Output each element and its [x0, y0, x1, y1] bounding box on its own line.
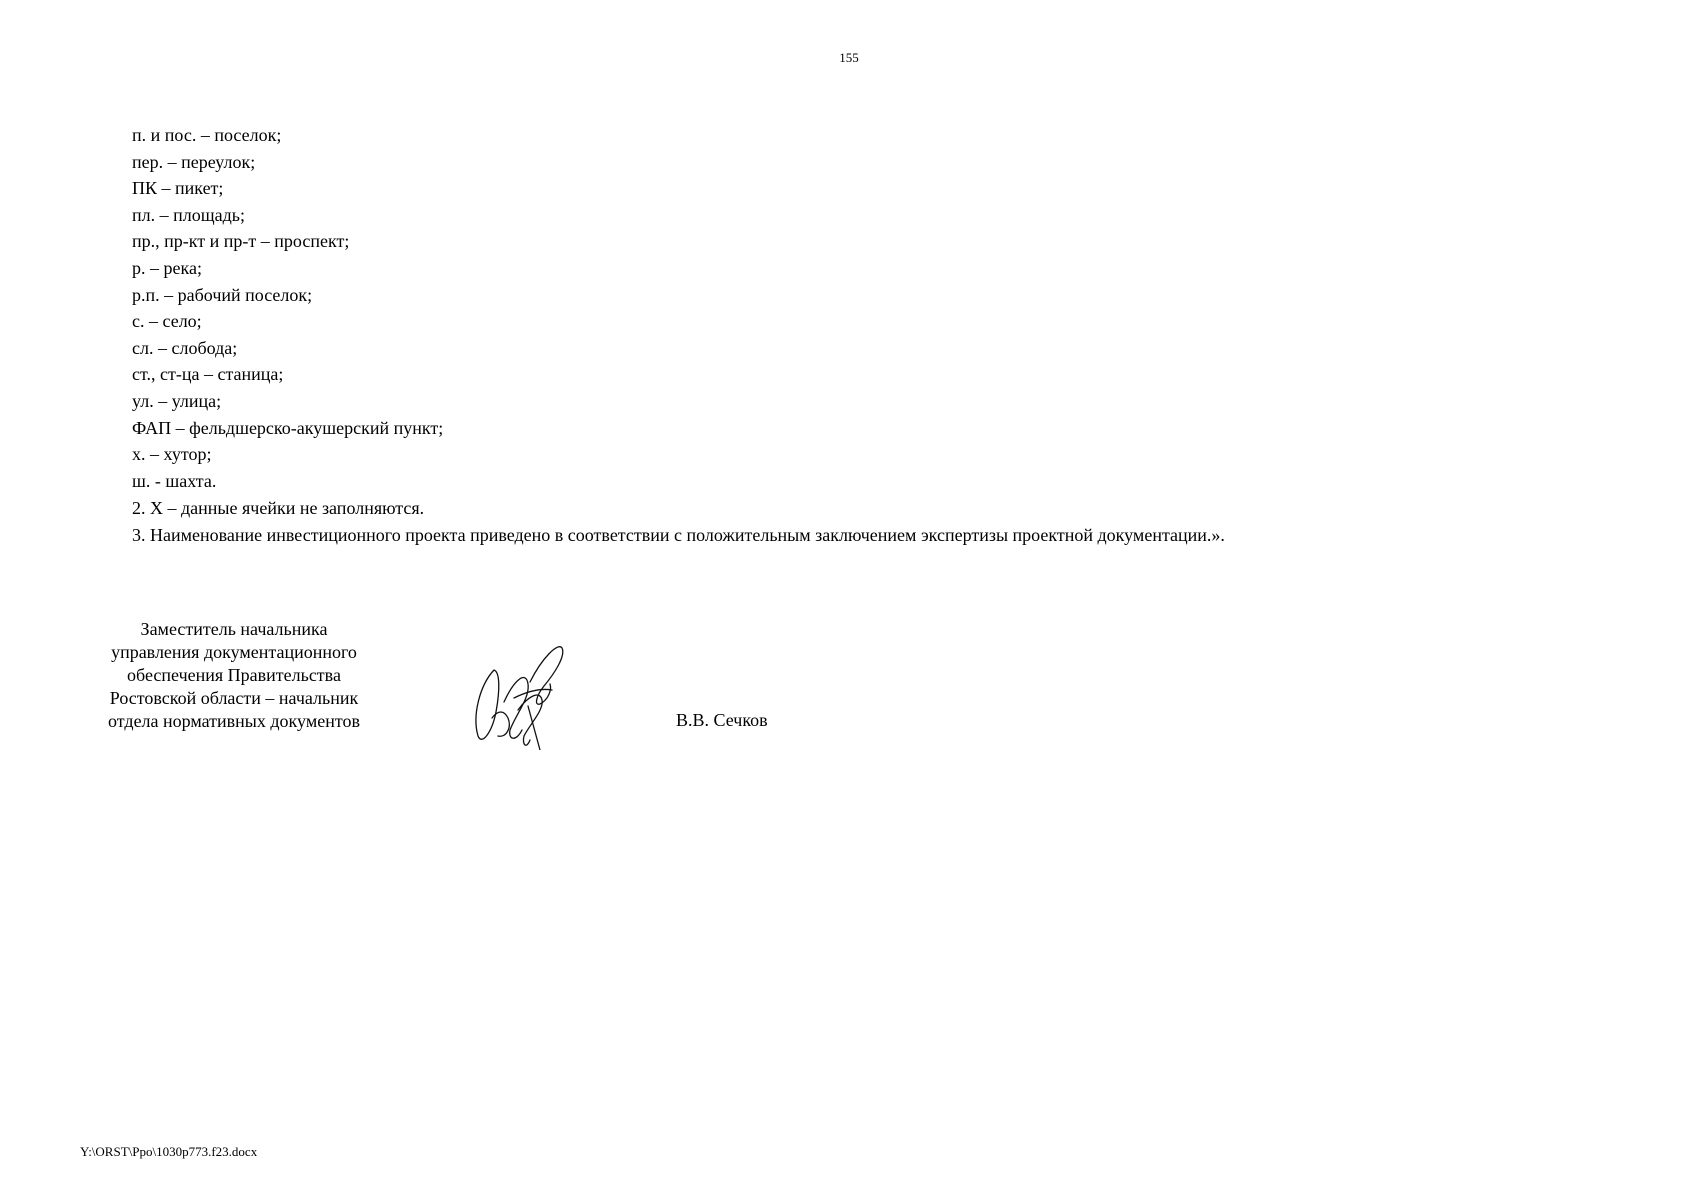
- signer-name: В.В. Сечков: [676, 710, 768, 730]
- abbreviation-item: ш. - шахта.: [132, 470, 217, 491]
- handwritten-signature: [470, 640, 580, 750]
- abbreviation-item: пл. – площадь;: [132, 204, 245, 225]
- page-number: 155: [839, 50, 859, 65]
- notes-section: [132, 495, 1225, 548]
- note-project-name: 3. Наименование инвестиционного проекта приведено в соответствии с положительным заключением экспертизы проектной документации.».: [132, 524, 1225, 545]
- abbreviation-item: ФАП – фельдшерско-акушерский пункт;: [132, 417, 444, 438]
- abbreviation-item: с. – село;: [132, 311, 202, 332]
- signer-position-line: управления документационного: [111, 642, 357, 662]
- abbreviation-item: ст., ст-ца – станица;: [132, 364, 284, 385]
- abbreviation-item: р. – река;: [132, 257, 202, 278]
- abbreviation-item: х. – хутор;: [132, 444, 212, 465]
- file-path-footer: Y:\ORST\Ppo\1030p773.f23.docx: [80, 1144, 258, 1159]
- abbreviation-item: ПК – пикет;: [132, 178, 224, 199]
- abbreviation-item: п. и пос. – поселок;: [132, 125, 282, 145]
- abbreviation-item: сл. – слобода;: [132, 337, 238, 358]
- abbreviation-item: ул. – улица;: [132, 390, 222, 411]
- note-empty-cells: 2. Х – данные ячейки не заполняются.: [132, 498, 425, 518]
- signer-position-line: Ростовской области – начальник: [109, 688, 359, 708]
- abbreviation-item: р.п. – рабочий поселок;: [132, 284, 313, 305]
- signer-position: [84, 618, 384, 733]
- abbreviation-list: [132, 122, 443, 494]
- signer-position-line: отдела нормативных документов: [108, 711, 360, 731]
- signer-position-line: Заместитель начальника: [140, 619, 328, 639]
- abbreviation-item: пер. – переулок;: [132, 151, 256, 172]
- abbreviation-item: пр., пр-кт и пр-т – проспект;: [132, 231, 350, 252]
- signer-position-line: обеспечения Правительства: [127, 665, 341, 685]
